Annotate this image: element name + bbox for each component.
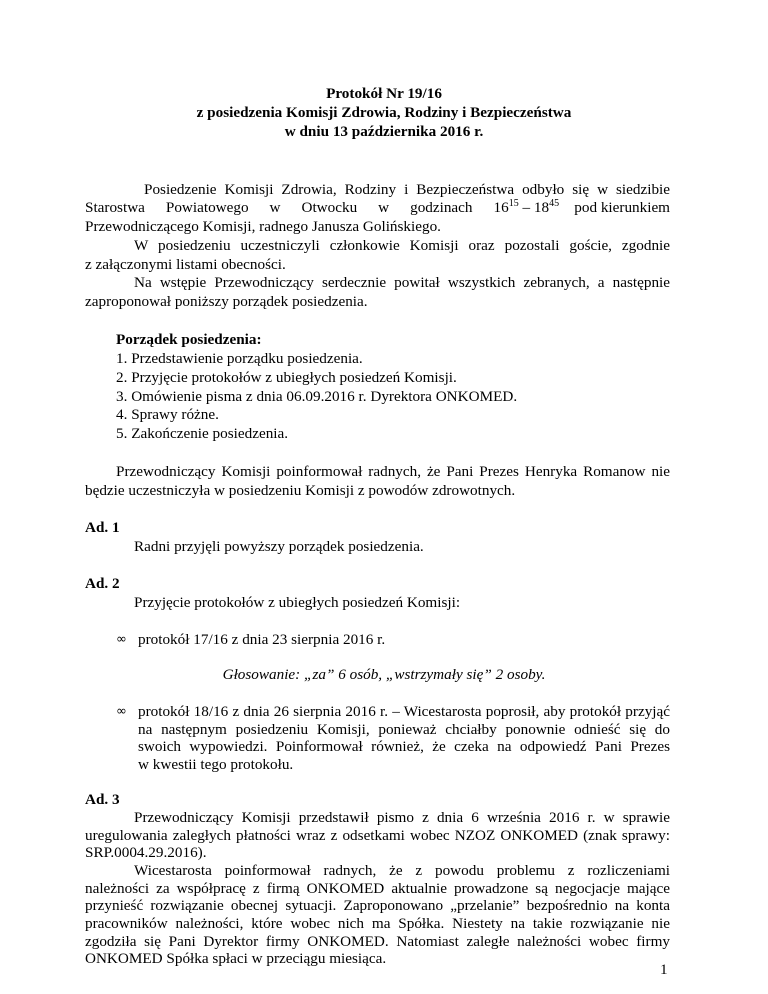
ad2-bullet-2-line: protokół 18/16 z dnia 26 sierpnia 2016 r. – Wicestarosta poprosił, aby protokół przyjąć bbox=[138, 703, 670, 721]
ad2-bullet-2-line: swoich wypowiedzi. Poinformował również, że czeka na odpowiedź Pani Prezes bbox=[138, 738, 670, 756]
document-subtitle: z posiedzenia Komisji Zdrowia, Rodziny i Bezpieczeństwa bbox=[196, 104, 572, 121]
document-date: w dniu 13 października 2016 r. bbox=[284, 123, 484, 140]
ad2-vote: Głosowanie: „za” 6 osób, „wstrzymały się” 2 osoby. bbox=[222, 666, 546, 684]
intro-line: W posiedzeniu uczestniczyli członkowie Komisji oraz pozostali goście, zgodnie bbox=[134, 237, 670, 254]
intro-line: Posiedzenie Komisji Zdrowia, Rodziny i Bezpieczeństwa odbyło się w siedzibie bbox=[144, 181, 670, 198]
ad2-text: Przyjęcie protokołów z ubiegłych posiedzeń Komisji: bbox=[134, 594, 461, 611]
intro-line: Przewodniczącego Komisji, radnego Janusza Golińskiego. bbox=[85, 218, 441, 235]
page-number: 1 bbox=[660, 961, 668, 978]
ad3-line: przynieść rozwiązanie obecnej sytuacji. Zaproponowano „przelanie” bezpośrednio na konta bbox=[85, 896, 670, 914]
ad3-line: należności za współpracę z firmą ONKOMED aktualnie prowadzone są negocjacje mające bbox=[85, 879, 670, 897]
document-title: Protokół Nr 19/16 bbox=[326, 85, 442, 102]
infinity-bullet-icon: ∞ bbox=[116, 632, 127, 648]
intro-line: z załączonymi listami obecności. bbox=[85, 256, 286, 273]
ad3-line: ONKOMED Spółka spłaci w przeciągu miesiąca. bbox=[85, 949, 387, 967]
ad1-label: Ad. 1 bbox=[85, 519, 120, 536]
absence-line: Przewodniczący Komisji poinformował radnych, że Pani Prezes Henryka Romanow nie bbox=[116, 463, 670, 480]
ad3-line: Wicestarosta poinformował radnych, że z powodu problemu z rozliczeniami bbox=[134, 861, 670, 879]
ad2-bullet-2-line: na następnym posiedzeniu Komisji, ponieważ chciałby ponownie odnieść się do bbox=[138, 721, 670, 738]
agenda-item: 4. Sprawy różne. bbox=[116, 406, 219, 423]
ad3-line: uregulowania zaległych płatności wraz z odsetkami wobec NZOZ ONKOMED (znak sprawy: bbox=[85, 826, 670, 844]
ad3-line: Przewodniczący Komisji przedstawił pismo z dnia 6 września 2016 r. w sprawie bbox=[134, 808, 670, 826]
intro-line: Starostwa Powiatowego w Otwocku w godzinach 16 $^{15} - 18^{45}$ pod kierunkiem bbox=[85, 198, 670, 216]
ad3-line: pracowników należności, które wobec nich ma Spółka. Niestety na takie rozwiązanie nie bbox=[85, 914, 670, 932]
infinity-bullet-icon: ∞ bbox=[116, 703, 127, 719]
absence-line: będzie uczestniczyła w posiedzeniu Komisji z powodów zdrowotnych. bbox=[85, 482, 516, 499]
agenda-heading: Porządek posiedzenia: bbox=[116, 331, 262, 348]
ad2-label: Ad. 2 bbox=[85, 575, 120, 592]
ad2-bullet-1: protokół 17/16 z dnia 23 sierpnia 2016 r. bbox=[138, 631, 386, 649]
ad3-line: zgodziła się Pani Dyrektor firmy ONKOMED. Natomiast zaległe należności wobec firmy bbox=[85, 932, 670, 950]
intro-line: zaproponował poniższy porządek posiedzenia. bbox=[85, 293, 368, 310]
intro-line: Na wstępie Przewodniczący serdecznie powitał wszystkich zebranych, a następnie bbox=[134, 274, 670, 291]
ad3-label: Ad. 3 bbox=[85, 790, 120, 808]
agenda-item: 1. Przedstawienie porządku posiedzenia. bbox=[116, 350, 363, 367]
agenda-item: 5. Zakończenie posiedzenia. bbox=[116, 425, 289, 442]
agenda-item: 2. Przyjęcie protokołów z ubiegłych posiedzeń Komisji. bbox=[116, 369, 457, 386]
ad1-text: Radni przyjęli powyższy porządek posiedzenia. bbox=[134, 538, 424, 555]
ad2-bullet-2-line: w kwestii tego protokołu. bbox=[138, 755, 294, 773]
agenda-item: 3. Omówienie pisma z dnia 06.09.2016 r. Dyrektora ONKOMED. bbox=[116, 388, 518, 405]
ad3-line: SRP.0004.29.2016). bbox=[85, 843, 207, 861]
